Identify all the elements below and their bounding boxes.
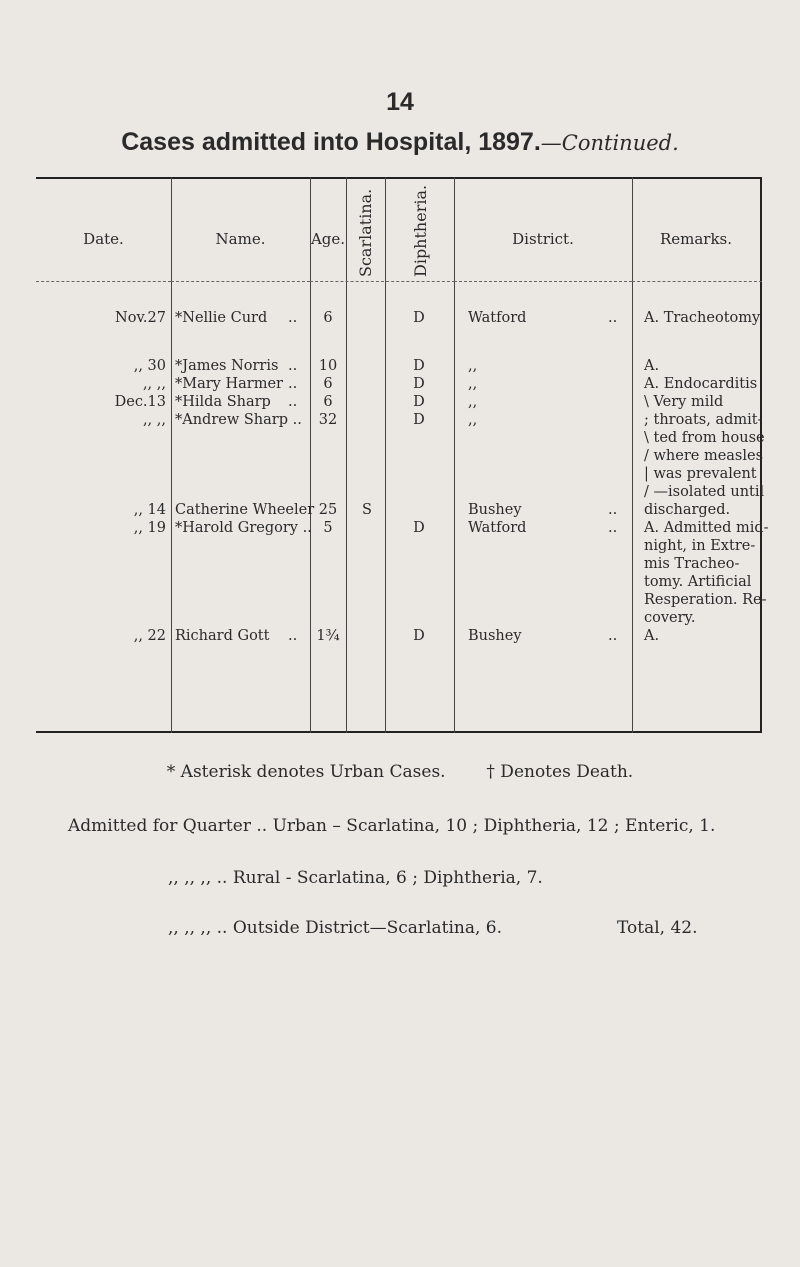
row-district-dots: .. [608,502,618,518]
row-remark-line: discharged. [644,502,731,518]
row-diphtheria: D [413,376,425,392]
col-sep-scarlatina [385,177,386,733]
row-name: *James Norris [175,358,279,374]
row-district-dots: .. [608,520,618,536]
row-diphtheria: D [413,358,425,374]
row-date: ,, 19 [133,520,166,536]
row-district-dots: .. [608,628,618,644]
row-district: Watford [468,520,527,536]
summary-total: Total, 42. [617,918,698,938]
header-district: District. [512,230,574,248]
row-age: 1¾ [316,628,340,644]
row-age: 5 [323,520,333,536]
row-date: ,, 22 [133,628,166,644]
page-title [0,128,800,157]
row-date: ,, ,, [142,376,166,392]
header-diphtheria: Diphtheria. [411,184,430,277]
row-remark-line: \ Very mild [644,394,724,410]
header-date: Date. [83,230,124,248]
row-name-dots: .. [288,628,298,644]
header-remarks: Remarks. [659,230,733,248]
row-name: *Nellie Curd [175,310,268,326]
row-age: 6 [323,394,333,410]
row-remark-line: / where measles [644,448,764,464]
row-age: 32 [318,412,338,428]
row-diphtheria: D [413,394,425,410]
row-name: *Hilda Sharp [175,394,271,410]
row-remark-line: \ ted from house [644,430,765,446]
row-district: Bushey [468,628,522,644]
row-district: ,, [468,412,478,428]
summary-line-3: ,, ,, ,, .. Outside District—Scarlatina, 6. [168,918,502,938]
row-age: 25 [318,502,338,518]
header-scarlatina: Scarlatina. [356,188,375,277]
row-name-dots: .. [288,376,298,392]
row-district: Bushey [468,502,522,518]
footnote-asterisk: * Asterisk denotes Urban Cases. [166,762,446,782]
col-sep-district [632,177,633,733]
row-district: ,, [468,358,478,374]
row-date: ,, 14 [133,502,166,518]
header-rule-2 [171,281,310,283]
row-remark-line: A. Endocarditis [644,376,758,392]
row-diphtheria: D [413,628,425,644]
row-name-dots: .. [288,358,298,374]
table-bottom-rule [36,731,762,733]
summary-line-2: ,, ,, ,, .. Rural - Scarlatina, 6 ; Diphtheria, 7. [168,868,543,888]
cases-table [36,177,769,733]
header-rule-5 [632,281,762,283]
footnote [0,762,800,782]
col-sep-date [171,177,172,733]
row-date: ,, ,, [142,412,166,428]
header-age: Age. [310,230,346,248]
row-remark-line: / —isolated until [644,484,765,500]
row-remark-line: Resperation. Re- [644,592,767,608]
row-remark-line: A. [644,358,660,374]
row-remark-line: A. Admitted mid- [644,520,769,536]
title-main: Cases admitted into Hospital, 1897. [121,128,541,156]
row-name: *Harold Gregory .. [175,520,312,536]
row-age: 6 [323,310,333,326]
row-remark-line: night, in Extre- [644,538,756,554]
row-name: Richard Gott [175,628,270,644]
row-district: ,, [468,376,478,392]
summary-line-1: Admitted for Quarter .. Urban – Scarlatina, 10 ; Diphtheria, 12 ; Enteric, 1. [68,816,716,836]
title-continued: —Continued. [540,131,679,155]
col-sep-diphtheria [454,177,455,733]
row-remark-line: A. Tracheotomy [644,310,761,326]
row-scarlatina: S [362,502,372,518]
header-rule-4 [454,281,632,283]
row-remark-line: ; throats, admit- [644,412,763,428]
col-sep-age [346,177,347,733]
row-age: 10 [318,358,338,374]
row-diphtheria: D [413,412,425,428]
col-sep-name [310,177,311,733]
header-rule-1 [36,281,171,283]
footnote-dagger: † Denotes Death. [486,762,634,782]
row-age: 6 [323,376,333,392]
row-name: *Andrew Sharp .. [175,412,302,428]
header-rule-3 [310,281,455,283]
row-remark-line: A. [644,628,660,644]
row-name-dots: .. [288,394,298,410]
row-date: Nov.27 [115,310,166,326]
page-number: 14 [386,88,414,116]
row-remark-line: tomy. Artificial [644,574,752,590]
row-name: *Mary Harmer [175,376,283,392]
row-remark-line: covery. [644,610,696,626]
row-date: Dec.13 [114,394,166,410]
row-date: ,, 30 [133,358,166,374]
table-top-rule [36,177,762,179]
row-district: Watford [468,310,527,326]
header-name: Name. [215,230,266,248]
row-diphtheria: D [413,310,425,326]
row-remark-line: | was prevalent [644,466,757,482]
row-diphtheria: D [413,520,425,536]
row-name: Catherine Wheeler [175,502,315,518]
row-district-dots: .. [608,310,618,326]
row-name-dots: .. [288,310,298,326]
row-district: ,, [468,394,478,410]
row-remark-line: mis Tracheo- [644,556,740,572]
